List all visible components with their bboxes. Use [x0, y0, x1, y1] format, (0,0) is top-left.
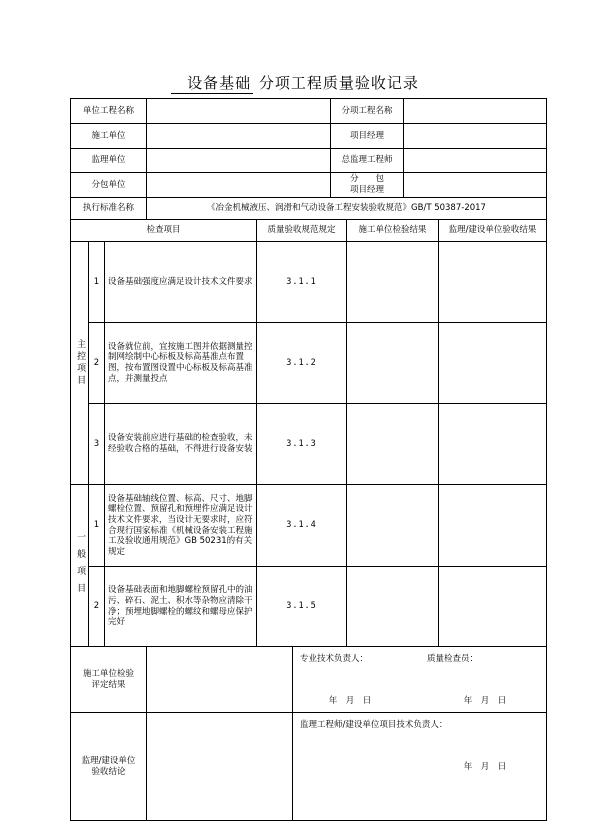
subcontractor-label: 分包单位: [91, 179, 126, 190]
general-group-label: 一般项目: [75, 531, 86, 600]
supervisor-result-cell[interactable]: [439, 567, 546, 646]
chief-supervisor-field[interactable]: [404, 149, 546, 172]
unit-project-label: 单位工程名称: [82, 105, 134, 116]
pm-field[interactable]: [404, 124, 546, 148]
title-underlined: 设备基础: [171, 72, 253, 94]
unit-project-field[interactable]: [147, 99, 330, 123]
col-supervisor-result-header: 监理/建设单位验收结果: [448, 225, 537, 236]
general-group: [71, 485, 88, 646]
sub-pm-field[interactable]: [404, 173, 546, 197]
tech-lead-date: 年 月 日: [328, 695, 372, 706]
contractor-result-cell[interactable]: [347, 404, 438, 484]
contractor-eval-line2: 评定结果: [91, 679, 126, 690]
main-control-group-label: 主控项目: [75, 339, 86, 387]
sub-pm-label-line1: 分 包: [349, 174, 384, 185]
contractor-eval-label: [71, 647, 146, 712]
contractor-result-cell[interactable]: [347, 567, 438, 646]
item-text: 设备基础轴线位置、标高、尺寸、地脚螺栓位置、预留孔和预埋件应满足设计技术文件要求，当设计无要求时，应符合现行国家标准《机械设备安装工程施工及验收通用规范》GB 50231的有关规定: [108, 493, 253, 557]
item-text: 设备就位前，宜按施工图并依据测量控制网绘制中心标板及标高基准点布置图，按布置图设置中心标板及标高基准点，并测量投点: [108, 341, 253, 384]
contractor-result-cell[interactable]: [347, 485, 438, 566]
supervisor-date: 年 月 日: [463, 761, 507, 772]
contractor-field[interactable]: [147, 124, 330, 148]
standard-value: 《冶金机械液压、润滑和气动设备工程安装验收规范》GB/T 50387-2017: [207, 203, 486, 214]
supervisor-conc-label: [71, 713, 146, 820]
chief-supervisor-label: 总监理工程师: [341, 155, 393, 166]
item-number: 2: [93, 601, 100, 612]
contractor-label: 施工单位: [91, 130, 126, 141]
tech-lead-label: 专业技术负责人：: [300, 653, 369, 664]
sub-project-label: 分项工程名称: [341, 105, 393, 116]
item-text: 设备基础强度应满足设计技术文件要求: [108, 276, 253, 287]
supervisor-result-cell[interactable]: [439, 323, 546, 403]
item-text: 设备基础表面和地脚螺栓预留孔中的油污、碎石、泥土、积水等杂物应清除干净；预埋地脚螺栓的螺纹和螺母应保护完好: [108, 585, 253, 628]
contractor-result-cell[interactable]: [347, 242, 438, 322]
supervisor-conc-line1: 监理/建设单位: [81, 755, 136, 766]
supervisor-sign-label: 监理工程师/建设单位项目技术负责人：: [300, 719, 448, 730]
supervisor-field[interactable]: [147, 149, 330, 172]
contractor-eval-line1: 施工单位检验: [82, 668, 134, 679]
qc-label: 质量检查员：: [427, 653, 479, 664]
col-spec-header: 质量验收规范规定: [267, 225, 336, 236]
sub-pm-label: [331, 173, 403, 197]
supervisor-conc-line2: 验收结论: [91, 766, 126, 777]
pm-label: 项目经理: [349, 130, 384, 141]
supervisor-result-cell[interactable]: [439, 242, 546, 322]
col-item-header: 检查项目: [146, 225, 181, 236]
subcontractor-field[interactable]: [147, 173, 330, 197]
contractor-eval-field[interactable]: [147, 647, 292, 712]
col-contractor-result-header: 施工单位检验结果: [358, 225, 427, 236]
item-spec: 3.1.2: [286, 357, 317, 368]
title-rest: 分项工程质量验收记录: [258, 74, 419, 92]
qc-date: 年 月 日: [463, 695, 507, 706]
contractor-result-cell[interactable]: [347, 323, 438, 403]
item-text: 设备安装前应进行基础的检查验收，未经验收合格的基础，不得进行设备安装: [108, 433, 253, 454]
supervisor-conc-field[interactable]: [147, 713, 292, 820]
supervisor-result-cell[interactable]: [439, 485, 546, 566]
item-spec: 3.1.4: [286, 520, 317, 531]
supervisor-result-cell[interactable]: [439, 404, 546, 484]
item-spec: 3.1.1: [286, 276, 317, 287]
item-spec: 3.1.3: [286, 438, 317, 449]
item-number: 1: [93, 276, 100, 287]
main-control-group: [71, 242, 88, 484]
item-spec: 3.1.5: [286, 601, 317, 612]
supervisor-label: 监理单位: [91, 155, 126, 166]
sub-pm-label-line2: 项目经理: [349, 185, 384, 195]
item-number: 2: [93, 357, 100, 368]
standard-label: 执行标准名称: [82, 203, 134, 214]
item-number: 3: [93, 438, 100, 449]
item-number: 1: [93, 520, 100, 531]
sub-project-field[interactable]: [404, 99, 546, 123]
